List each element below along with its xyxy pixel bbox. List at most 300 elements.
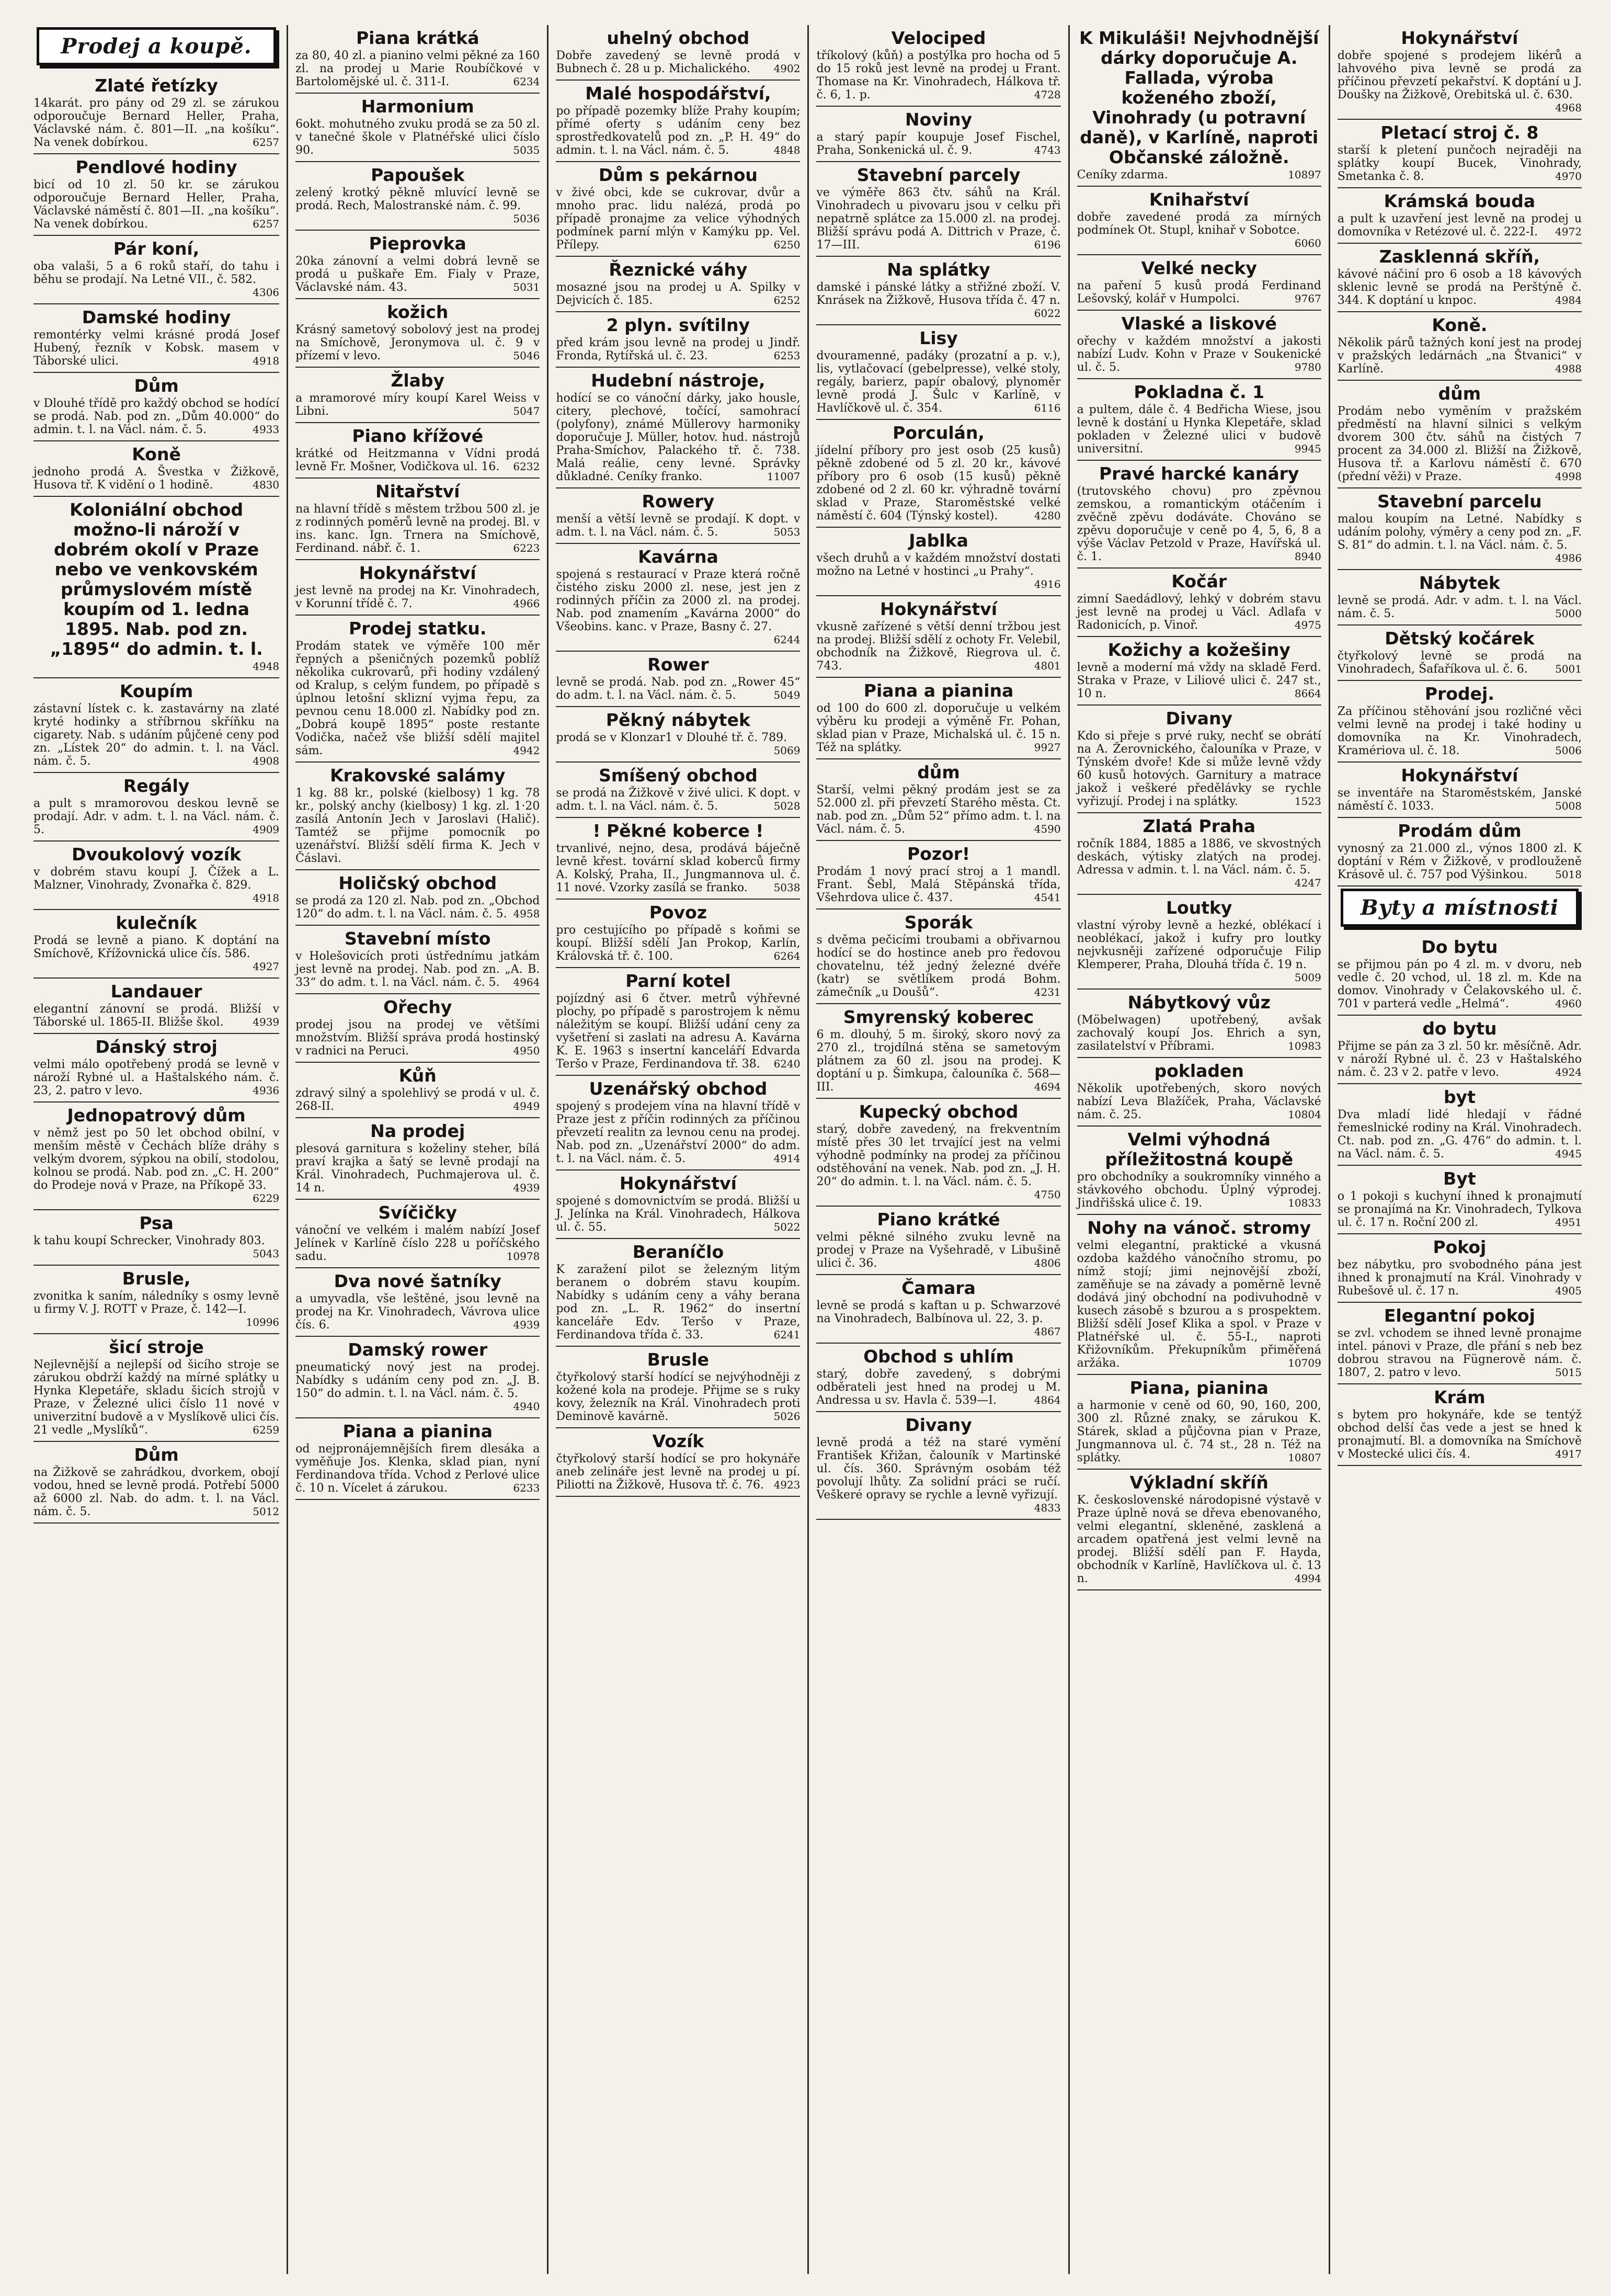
ad-body [1338,594,1582,620]
ad-title: Dům [134,376,179,396]
ad-title: Řeznické váhy [609,259,748,280]
ad-body [33,1290,279,1329]
ad-body [1338,1408,1582,1461]
ad-text: pojízdný asi 6 čtver. metrů výhřevné plochy, po případě s parostrojem k němu náležitým se koupí. Bližší udání ceny za vyšetření si zaslati na adresu A. Kavárna K. E. 1963 s insertní kanceláří Edvarda Teršo v Praze, Ferdinandova tř. 38. [556,992,801,1071]
classified-ad [816,325,1060,420]
ad-number: 4924 [1555,1066,1582,1078]
ad-text: Ceníky zdarma. [1077,168,1168,181]
ad-body [816,49,1060,101]
ad-column [547,25,807,2274]
ad-number: 4909 [253,823,280,836]
classified-ad [295,1337,540,1418]
classified-ad [816,257,1060,325]
ad-title: ! Pěkné koberce ! [592,821,764,841]
ad-body [295,392,540,418]
ad-number: 9780 [1294,361,1321,373]
classified-ad [816,528,1060,596]
ad-title: Uzenářský obchod [589,1078,768,1099]
classified-ad [816,107,1060,162]
ad-number: 6250 [773,238,801,251]
ad-title: Piana, pianina [1129,1378,1269,1398]
ad-number: 6116 [1034,402,1061,414]
ad-title: Kůň [398,1065,437,1086]
ad-body [295,950,540,989]
ad-number: 4940 [513,1400,540,1413]
ad-title: Krám [1434,1387,1486,1407]
ad-title: Nábytek [1419,573,1500,593]
ad-title: Hokynářství [619,1173,737,1194]
classified-ad [33,910,279,979]
classified-ad [1338,1166,1582,1234]
ad-title: Regály [123,776,190,796]
ad-number: 4833 [1034,1502,1061,1514]
ad-title: Elegantní pokoj [1384,1305,1535,1326]
ad-number: 8940 [1294,550,1321,563]
ad-title: Krámská bouda [1384,191,1536,211]
ad-title: Pokoj [1433,1237,1487,1257]
ad-number: 5001 [1555,663,1582,675]
ad-text: plesová garnitura s koželiny steher, bílá praví krajka a šatý se levně prodají na Král. Vinohradech, Puchmajerova ul. č. 14 n. [295,1142,540,1195]
ad-text: Prodám statek ve výměře 100 měr řepných a pšeničných pozemků poblíž několika cukrovarů, při hodiny vzdálený od Kralup, s celým fundem, po případě s úplnou letošní sklizní vyjma řepu, za pevnou cenu 18.000 zl. Nabídky pod zn. „Dobrá koupě 1895“ poste restante Vodička, načež vše bližší sdělí majitel sám. [295,640,540,757]
ad-body [295,1018,540,1058]
ad-title: Malé hospodářství, [585,83,771,104]
ad-body [556,281,800,307]
classified-ad [1077,255,1321,311]
classified-ad [556,1239,800,1347]
ad-title: Dům s pekárnou [598,165,758,185]
ad-number: 10833 [1288,1197,1321,1209]
ad-column [1068,25,1329,2274]
ad-text: se inventáře na Staroměstském, Janské náměstí č. 1033. [1337,787,1582,813]
classified-ad [33,1210,279,1266]
ad-number: 4927 [253,960,280,973]
ad-text: 20ka zánovní a velmi dobrá levně se prodá u puškaře Em. Fialy v Praze, Václavské nám. 43. [295,255,540,294]
ad-body [1077,168,1321,181]
ad-body [295,1087,540,1113]
ad-text: Několik upotřebených, skoro nových nabízí Leva Blažíček, Praha, Václavské nám. č. 25. [1077,1082,1321,1121]
classified-ad [295,423,540,479]
ad-title: Ořechy [383,997,452,1017]
ad-text: Dva mladí lidé hledají v řádné řemeslnické rodiny na Král. Vinohradech. Ct. nab. pod zn. „G. 476“ do admin. t. l. na Václ. nám. č. 5. [1337,1108,1582,1161]
classified-ad [295,479,540,560]
ad-number: 5009 [1294,971,1321,984]
ad-number: 4916 [1034,578,1061,590]
classified-ad [295,1118,540,1200]
ad-text: levně a moderní má vždy na skladě Ferd. Straka v Praze, v Liliové ulici č. 247 st., 10 n. [1077,661,1321,700]
ad-body [556,186,800,252]
ad-number: 4970 [1555,170,1582,183]
ad-text: 1 kg. 88 kr., polské (kielbosy) 1 kg. 78 kr., polský anchy (kielbosy) 1 kg. zl. 1·20 zasílá Antonín Jech v Jaroslavi (Halič). Tamtéž se přijme pomocník po uzenářství. Bližší sdělí firma K. Jech v Čáslavi. [295,787,540,865]
ad-body [1338,842,1582,881]
ad-body [33,1058,279,1097]
ad-title: Rower [647,654,709,675]
classified-ad [556,1347,800,1428]
ad-text: K. československé národopisné výstavě v Praze úplně nová se dřeva ebenovaného, velmi elegantní, skleněné, zasklená a arcadem opatřená jest velmi levně na prodej. Bližší sdělí pan F. Hayda, obchodník v Karlíně, Havlíčkova ul. č. 13 n. [1077,1494,1321,1585]
ad-text: jest levně na prodej na Kr. Vinohradech, v Korunní třídě č. 7. [295,584,540,610]
ad-number: 9927 [1034,741,1061,754]
ad-title: Čamara [901,1278,976,1298]
ad-title: Prodej. [1424,684,1494,704]
ad-body [1077,1082,1321,1121]
ad-text: pneumatický nový jest na prodej. Nabídky s udáním ceny pod zn. „J. B. 150“ do admin. t. l. na Václ. nám. č. 5. [295,1361,540,1400]
ad-text: 6 m. dlouhý, 5 m. široký, skoro nový za 270 zl., trojdílná stěna se sametovým plátnem za 60 zl. jsou na prodej. K doptání u p. Šimkupa, čalouníka č. 568—III. [816,1028,1061,1094]
ad-title: Porculán, [893,423,985,443]
ad-body [295,787,540,865]
ad-text: starší k pletení punčoch nejraději na splátky koupí Bucek, Vinohrady, Smetanka č. 8. [1337,144,1582,183]
classified-ad [816,678,1060,759]
ad-title: Stavební místo [345,928,491,949]
ad-text: a starý papír koupuje Josef Fischel, Praha, Sonkenická ul. č. 9. [816,131,1061,157]
ad-title: Harmonium [361,96,474,117]
ad-number: 5035 [513,144,540,156]
ad-text: se zvl. vchodem se ihned levně pronajme intel. pánovi v Praze, dle přání s neb bez dobrou stravou na Fügnerově nám. č. 1807, 2. patro v levo. [1337,1327,1582,1379]
ad-number: 5015 [1555,1366,1582,1379]
ad-title: Do bytu [1421,937,1498,957]
ad-title: 2 plyn. svítilny [606,315,750,335]
ad-number: 6253 [773,349,801,362]
ad-title: Nohy na vánoč. stromy [1087,1218,1311,1238]
ad-title: Pieprovka [369,233,466,254]
ad-text: bez nábytku, pro svobodného pána jest ihned k pronajmutí na Král. Vinohrady v Rubešově ul. č. 17 n. [1337,1258,1582,1298]
ad-body [556,992,800,1071]
ad-body [295,1442,540,1495]
ad-number: 4914 [773,1152,801,1165]
ad-text: ročník 1884, 1885 a 1886, ve skvostných deskách, výtisky zlatých na prodej. Adressa v admin. t. l. na Václ. nám. č. 5. [1077,837,1321,877]
classified-ad [816,1275,1060,1344]
ad-number: 6232 [513,460,540,473]
ad-body [816,552,1060,591]
ad-text: bicí od 10 zl. 50 kr. se zárukou odporoučuje Bernard Heller, Praha, Václavské náměstí č. 801—II. „na košíku“. Na venek dobírkou. [33,178,280,231]
ad-text: a umyvadla, vše leštěné, jsou levně na prodej na Kr. Vinohradech, Vávrova ulice čís. 6. [295,1292,540,1332]
ad-body [33,1234,279,1260]
ad-number: 6234 [513,75,540,88]
ad-number: 4923 [773,1479,801,1491]
ad-title: Hokynářství [880,599,998,619]
ad-number: 4917 [1555,1448,1582,1460]
classified-ad [1077,1058,1321,1127]
classified-ad [556,968,800,1076]
ad-body [1077,335,1321,374]
ad-body [556,676,800,702]
ad-number: 1523 [1294,795,1321,808]
ad-body [33,797,279,836]
ad-text: spojené s domovnictvím se prodá. Bližší u J. Jelínka na Král. Vinohradech, Hálkova ul. č. 55. [556,1195,801,1234]
ad-text: v němž jest po 50 let obchod obilní, v menším městě v Čechách blíže dráhy s velkým dvorem, sýpkou na obilí, stodolou, kolnou se prodá. Nab. pod zn. „C. H. 200“ do Prodeje nová v Praze, na Příkopě 33. [33,1127,280,1192]
classified-ad [556,1428,800,1497]
ad-column [807,25,1068,2274]
ad-number: 6240 [773,1058,801,1070]
ad-text: Kdo si přeje s prvé ruky, nechť se obrátí na A. Žerovnického, čalouníka v Praze, v Týnském dvoře! Kde si může levně vždy 60 kusů hotových. Garnitury a matrace jakož i veškeré předělávky se rychle vyřizují. Prodej i na splátky. [1077,730,1321,808]
ad-text: vynosný za 21.000 zl., výnos 1800 zl. K doptání v Rém v Žižkově, v prodlouženě Krásově ul. č. 757 pod Výšinkou. [1337,842,1582,881]
ad-text: vkusně zařízené s větší denní tržbou jest na prodej. Bližší sdělí z ochoty Fr. Velebil, obchodník na Žižkově, Riegrova ul. č. 743. [816,620,1061,673]
ad-body [1338,513,1582,565]
classified-ad [556,707,800,763]
classified-ad [1077,25,1321,187]
ad-body [33,97,279,149]
ad-number: 4975 [1294,619,1321,631]
ad-body [295,255,540,294]
ad-text: ve výměře 863 čtv. sáhů na Král. Vinohradech u pivovaru jsou v celku při nepatrně splátce za 15.000 zl. na prodej. Bližší správu podá A. Dittrich v Praze, č. 17—III. [816,186,1061,252]
ad-body [1338,650,1582,676]
ad-title: Jednopatrový dům [67,1105,246,1126]
ad-text: menší a větší levně se prodají. K dopt. v adm. t. l. na Václ. nám. č. 5. [556,513,801,539]
ad-body [33,178,279,231]
ad-text: jednoho prodá A. Švestka v Žižkově, Husova tř. K vidění o 1 hodině. [33,465,280,492]
classified-ad [816,1004,1060,1099]
ad-title: Parní kotel [625,971,731,991]
ad-title: Vozík [652,1431,704,1451]
classified-ad [816,596,1060,678]
classified-ad [33,236,279,304]
ad-number: 5036 [513,212,540,225]
ad-number: 5006 [1555,744,1582,757]
ad-title: Koupím [119,681,193,701]
ad-body [816,186,1060,252]
ad-body [1077,403,1321,456]
ad-title: Piano křížové [352,426,484,446]
ad-text: velmi málo opotřebený prodá se levně v nároží Rybné ul. a Haštalského nám. č. 23, 2. patro v levo. [33,1058,280,1097]
ad-title: Knihařství [1149,189,1249,210]
ad-text: velmi elegantní, praktické a vkusná ozdoba každého vánočního stromu, po nímž stojí; jimi nejnovější zboží, zaměňuje se na závady a poměrně levně dodává jiný obchodní na podivuhodně v kusech zásobě s bzurou a s prospektem. Bližší sdělí Josef Klika a spol. v Praze v Platnéřské ul. č. 55-I., naproti Křižovníkům. Překupníkům přiměřená aržáka. [1077,1239,1321,1370]
ad-body [816,934,1060,999]
classified-ad [1077,569,1321,637]
ad-body [33,1358,279,1437]
ad-body [295,1224,540,1263]
ad-title: Dvoukolový vozík [72,844,242,865]
ad-body [816,783,1060,836]
ad-body [295,503,540,555]
ad-title: Piano krátké [877,1209,1000,1230]
classified-ad [1338,626,1582,681]
ad-body [816,444,1060,522]
ad-title: Zlatá Praha [1142,816,1255,836]
ad-number: 10709 [1288,1357,1321,1369]
ad-title: Beraníčlo [632,1242,724,1262]
classified-ad [1338,381,1582,488]
ad-number: 6229 [253,1192,280,1204]
ad-body [1077,211,1321,250]
ad-body [295,584,540,610]
classified-ad [33,979,279,1034]
classified-ad [295,763,540,870]
ad-number: 5000 [1555,607,1582,620]
ad-title: Smíšený obchod [599,765,758,786]
ad-body [33,1127,279,1205]
ad-title: Papoušek [371,165,465,185]
ad-title: Sporák [904,912,973,933]
ad-text: Přijme se pán za 3 zl. 50 kr. měsíčně. Adr. v nároží Rybné ul. č. 23 v Haštalského nám. č. 23 v 2. patře v levo. [1337,1040,1582,1079]
ad-title: Koně. [1432,315,1488,335]
ad-number: 4960 [1555,997,1582,1010]
classified-ad [1077,1127,1321,1215]
ad-number: 6252 [773,294,801,306]
ad-body [1077,1399,1321,1464]
ad-number: 6244 [773,633,801,646]
ad-number: 10978 [506,1250,540,1263]
ad-body [816,131,1060,157]
ad-title: Kožichy a kožešiny [1107,640,1290,660]
ad-text: ořechy v každém množství a jakosti nabízí Ludv. Kohn v Praze v Soukenické ul. č. 5. [1077,335,1321,374]
section-heading: Byty a místnosti [1341,889,1579,927]
ad-number: 4936 [253,1084,280,1097]
classified-ad [816,1099,1060,1207]
ad-body [295,894,540,920]
ad-body [1338,268,1582,307]
ad-number: 4950 [513,1044,540,1057]
ad-text: starý, dobře zavedený, na frekventním místě přes 30 let trvající jest na velmi výhodně podmínky na prodej za příčinou odstěhování na venek. Nab. pod zn. „J. H. 20“ do admin. t. l. na Václ. nám. č. 5. [816,1123,1061,1188]
ad-text: remontérky velmi krásné prodá Josef Hubený, řezník v Kobsk. masem v Táborské ulici. [33,328,280,368]
classified-ad [295,231,540,299]
ad-text: čtyřkolový starší hodící se pro hokynáře aneb zelináře jest levně na prodej u pí. Piliotti na Žižkově, Husova tř. č. 76. [556,1452,801,1492]
ad-text: v Holešovicích proti ústřednímu jatkám jest levně na prodej. Nab. pod zn. „A. B. 33“ do adm. t. l. na Václ. nám. č. 5. [295,950,540,989]
ad-title: Brusle [647,1349,710,1370]
ad-number: 4933 [253,423,280,436]
classified-ad [33,842,279,910]
classified-ad [1338,25,1582,120]
classified-ad [295,870,540,926]
ad-number: 4984 [1555,294,1582,306]
ad-body [33,1003,279,1029]
ad-number: 5018 [1555,868,1582,881]
ad-number: 4830 [253,479,280,491]
ad-number: 6060 [1294,237,1321,249]
ad-text: spojený s prodejem vína na hlavní třídě v Praze jest z příčin rodinných za příčinou převzetí realitn za levnou cenu na prodej. Nab. pod zn. „Uzenářství 2000“ do adm. t. l. na Václ. nám. č. 5. [556,1100,801,1165]
classified-ad [1077,637,1321,706]
ad-number: 4945 [1555,1147,1582,1160]
ad-title: Dánský stroj [95,1037,218,1057]
ad-text: velmi pěkné silného zvuku levně na prodej v Praze na Vyšehradě, v Libušině ulici č. 36. [816,1231,1061,1270]
ad-text: vánoční ve velkém i malém nabízí Josef Jelínek v Karlíně číslo 228 u poříčského sadu. [295,1224,540,1263]
ad-title: Nitařství [375,481,460,502]
classified-ad [33,1102,279,1210]
ad-title: Pěkný nábytek [605,710,750,730]
ad-text: levně se prodá. Adr. v adm. t. l. na Václ. nám. č. 5. [1337,594,1582,620]
ad-body [1338,1108,1582,1161]
ad-body [556,513,800,539]
classified-ad [556,900,800,968]
section-heading: Prodej a koupě. [37,27,276,65]
ad-text: čtyřkolový starší hodící se nejvýhodněji z kožené kola na prodeje. Přijme se s ruky kovy, železník na Král. Vinohradech proti Deminově kavárně. [556,1371,801,1423]
classified-ad [556,1170,800,1239]
ad-text: před krám jsou levně na prodej u Jindř. Fronda, Rytířská ul. č. 23. [556,336,801,362]
ad-body [556,1452,800,1492]
ad-title: Kupecký obchod [859,1101,1019,1122]
classified-ad [295,25,540,94]
ad-body [33,866,279,905]
ad-body [295,186,540,225]
ad-text: pro obchodníky a soukromníky vinného a stávkového obchodu. Úplný výprodej. Jindřišská ulice č. 19. [1077,1170,1321,1210]
ad-text: se prodá za 120 zl. Nab. pod zn. „Obchod 120“ do adm. t. l. na Václ. nám. č. 5. [295,894,540,920]
ad-number: 6022 [1034,307,1061,320]
ad-text: levně prodá a též na staré vymění František Křižan, čalouník v Martinské ul. čís. 360. Správným osobám též povolují lhůty. Za solidní práci se ručí. Veškeré opravy se rychle a levně vyřizují. [816,1436,1061,1502]
ad-title: Smyrenský koberec [843,1007,1034,1027]
ad-body [295,1142,540,1195]
ad-number: 4939 [513,1181,540,1194]
ad-number: 4968 [1555,101,1582,114]
ad-number: 4908 [253,755,280,767]
ad-number: 5028 [773,800,801,812]
ad-text: K zaražení pilot se železným litým beranem o dobrém stavu koupím. Nabídky s udáním ceny a váhy berana pod zn. „L. R. 1962“ do insertní kanceláře Edv. Teršo v Praze, Ferdinandova třída č. 33. [556,1263,801,1342]
ad-text: o 1 pokoji s kuchyní ihned k pronajmutí se pronajímá na Kr. Vinohradech, Tylkova ul. č. 17 n. Roční 200 zl. [1337,1190,1582,1229]
classified-ad [295,1200,540,1268]
ad-number: 4801 [1034,660,1061,672]
ad-number: 4694 [1034,1081,1061,1093]
classified-ad [1077,706,1321,813]
ad-title: Výkladní skříň [1129,1472,1269,1493]
classified-ad [556,25,800,81]
ad-number: 6223 [513,542,540,554]
ad-number: 10804 [1288,1108,1321,1121]
classified-ad [1338,763,1582,818]
classified-ad [1077,187,1321,255]
ad-title: Koloniální obchod možno-li nároží v dobrém okolí v Praze nebo ve venkovském průmyslovém místě koupím od 1. ledna 1895. Nab. pod zn. „1895“ do admin. t. l. [50,499,263,659]
ad-number: 5069 [773,744,801,757]
ad-number: 8664 [1294,687,1321,700]
ad-body [1077,593,1321,632]
ad-text: Prodám 1 nový prací stroj a 1 mandl. Frant. Šebl, Malá Stěpánská třída, Všehrdova ulice č. 437. [816,865,1061,904]
ad-text: a harmonie v ceně od 60, 90, 160, 200, 300 zl. Různé znaky, se zárukou K. Stárek, sklad a půjčovna pian v Praze, Jungmannova ul. č. 74 st., 28 n. Též na splátky. [1077,1399,1321,1464]
classified-ad [33,304,279,373]
ad-number: 4966 [513,597,540,610]
ad-text: zástavní lístek c. k. zastavárny na zlaté kryté hodinky a stříbrnou skříňku na cigarety. Nab. s udáním půjčené ceny pod zn. „Lístek 20“ do admin. t. l. na Václ. nám. č. 5. [33,702,280,768]
ad-title: Povoz [649,902,707,923]
ad-number: 4280 [1034,509,1061,522]
ad-body [295,640,540,757]
classified-ad [816,1344,1060,1412]
ad-text: na hlavní třídě s městem tržbou 500 zl. je z rodinných poměrů levně na prodej. Bl. v ins. kanc. Ign. Trnera na Smíchově, Ferdinand. nábř. č. 1. [295,503,540,555]
ad-title: Velociped [891,28,986,48]
ad-number: 6264 [773,950,801,962]
classified-ad [1338,934,1582,1016]
ad-body [1338,1040,1582,1079]
ad-number: 4942 [513,744,540,757]
classified-ad [1338,244,1582,312]
classified-ad [556,1076,800,1170]
ad-body [33,328,279,368]
classified-ad [1338,1084,1582,1166]
ad-title: Hokynářství [1401,765,1518,786]
ad-text: tříkolový (kůň) a postýlka pro hocha od 5 do 15 roků jest levně na prodej u Frant. Thomase na Kr. Vinohradech, Hálkova tř. č. 6, 1. p. [816,49,1061,101]
ad-number: 5012 [253,1505,280,1518]
ad-body [33,465,279,492]
ad-body [295,323,540,362]
ad-number: 4247 [1294,877,1321,889]
ad-number: 6233 [513,1482,540,1494]
classified-ad [1077,895,1321,990]
ad-body [1338,1258,1582,1298]
ad-body [556,787,800,813]
ad-text: za 80, 40 zl. a pianino velmi pěkné za 160 zl. na prodej u Marie Roubíčkové v Bartolomějské ul. č. 311-I. [295,49,540,88]
ad-body [556,49,800,75]
classified-ad [1338,188,1582,244]
ad-body [1338,144,1582,183]
ad-column [287,25,547,2274]
ad-number: 5026 [773,1410,801,1423]
ad-title: Žlaby [391,370,445,391]
classified-ad [816,841,1060,910]
ad-number: 5047 [513,405,540,417]
ad-title: Koně [132,444,181,464]
ad-title: Dům [134,1445,179,1465]
classified-ad [816,1207,1060,1275]
classified-ad [1338,1016,1582,1084]
ad-title: Piana krátká [356,28,479,48]
classified-ad [33,1034,279,1102]
ad-text: Prodá se levně a piano. K doptání na Smíchově, Křížovnická ulice čís. 586. [33,934,280,960]
ad-body [556,1100,800,1165]
classified-ad [1338,1384,1582,1466]
ad-text: jídelní příbory pro jest osob (25 kusů) pěkně zdobené od 5 zl. 20 kr., kávové příbory pro 6 osob (15 kusů) pěkně zdobené od 2 zl. 60 kr. výhradně tovární sklad v Praze, Staroměstské velké náměstí č. 604 (Týnský kostel). [816,444,1061,522]
